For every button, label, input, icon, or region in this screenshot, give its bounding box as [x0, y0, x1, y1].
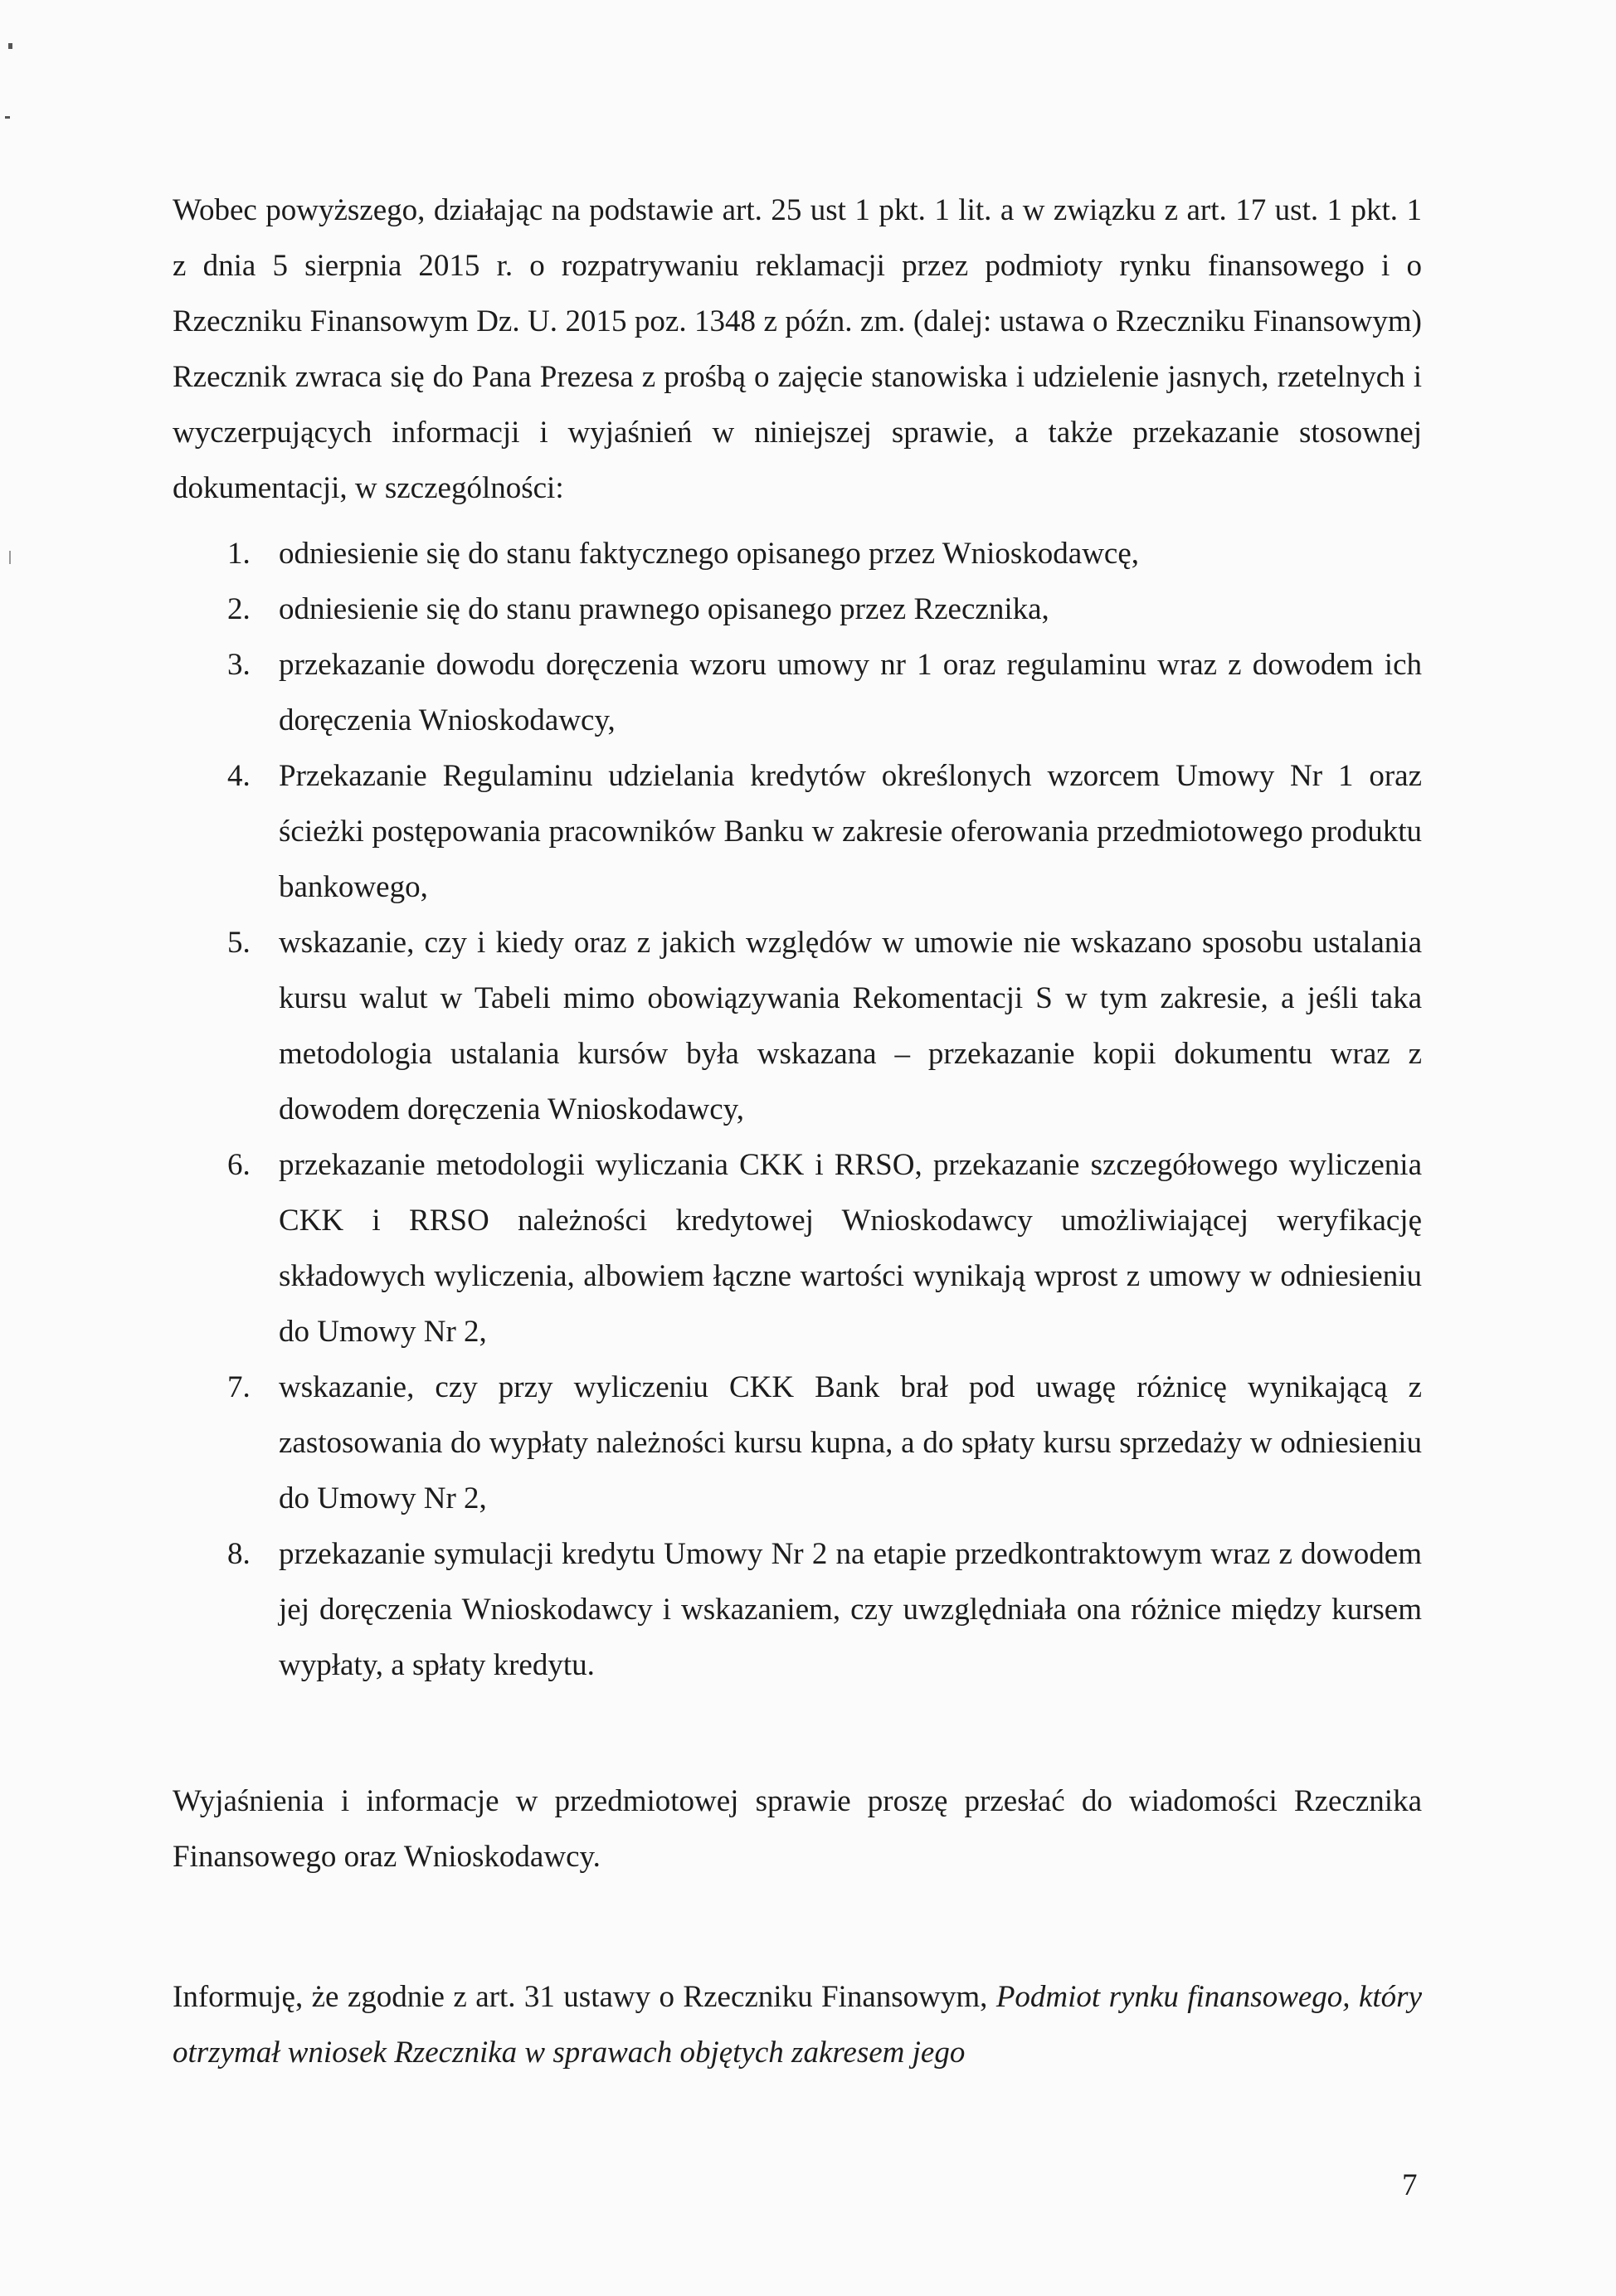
list-item-text: przekazanie dowodu doręczenia wzoru umowy nr 1 oraz regulaminu wraz z dowodem ich doręczenia Wnioskodawcy, [279, 648, 1422, 737]
scan-mark [9, 551, 11, 564]
list-item-number: 3. [227, 648, 251, 682]
list-item-text: odniesienie się do stanu faktycznego opisanego przez Wnioskodawcę, [279, 537, 1140, 571]
inform-text [173, 1969, 1422, 2080]
list-item-number: 7. [227, 1370, 251, 1404]
list-item [173, 915, 1422, 1137]
list-item [173, 1137, 1422, 1360]
list-item [173, 581, 1422, 637]
page-number: 7 [1402, 2168, 1418, 2202]
requests-list [173, 526, 1422, 1693]
inform-paragraph [173, 1969, 1422, 2080]
request-paragraph [173, 1773, 1422, 1885]
list-item-number: 8. [227, 1537, 251, 1571]
list-item [173, 748, 1422, 915]
inform-quote: Podmiot rynku finansowego, który otrzymał wniosek Rzecznika w sprawach objętych zakresem jego [173, 1980, 1422, 2070]
scan-mark [5, 116, 10, 119]
list-item-number: 2. [227, 592, 251, 626]
intro-paragraph [173, 182, 1422, 516]
list-item-number: 1. [227, 537, 251, 571]
list-item-text: odniesienie się do stanu prawnego opisanego przez Rzecznika, [279, 592, 1049, 626]
list-item-number: 4. [227, 759, 251, 793]
list-item-text: wskazanie, czy przy wyliczeniu CKK Bank brał pod uwagę różnicę wynikającą z zastosowania do wypłaty należności kursu kupna, a do spłaty kursu sprzedaży w odniesieniu do Umowy Nr 2, [279, 1370, 1422, 1515]
intro-text: Wobec powyższego, działając na podstawie art. 25 ust 1 pkt. 1 lit. a w związku z art. 17 ust. 1 pkt. 1 z dnia 5 sierpnia 2015 r. o rozpatrywaniu reklamacji przez podmioty rynku finansowego i o Rzeczniku Finansowym Dz. U. 2015 poz. 1348 z późn. zm. (dalej: ustawa o Rzeczniku Finansowym) Rzecznik zwraca się do Pana Prezesa z prośbą o zajęcie stanowiska i udzielenie jasnych, rzetelnych i wyczerpujących informacji i wyjaśnień w niniejszej sprawie, a także przekazanie stosownej dokumentacji, w szczególności: [173, 193, 1422, 505]
list-item [173, 526, 1422, 581]
inform-lead: Informuję, że zgodnie z art. 31 ustawy o Rzeczniku Finansowym, [173, 1980, 996, 2014]
list-item [173, 637, 1422, 748]
request-text: Wyjaśnienia i informacje w przedmiotowej sprawie proszę przesłać do wiadomości Rzecznika Finansowego oraz Wnioskodawcy. [173, 1784, 1422, 1874]
list-item [173, 1360, 1422, 1526]
list-item-number: 5. [227, 926, 251, 960]
list-item-text: przekazanie metodologii wyliczania CKK i RRSO, przekazanie szczegółowego wyliczenia CKK i RRSO należności kredytowej Wnioskodawcy umożliwiającej weryfikację składowych wyliczenia, albowiem łączne wartości wynikają wprost z umowy w odniesieniu do Umowy Nr 2, [279, 1148, 1422, 1349]
list-item-text: wskazanie, czy i kiedy oraz z jakich względów w umowie nie wskazano sposobu ustalania kursu walut w Tabeli mimo obowiązywania Rekomentacji S w tym zakresie, a jeśli taka metodologia ustalania kursów była wskazana – przekazanie kopii dokumentu wraz z dowodem doręczenia Wnioskodawcy, [279, 926, 1422, 1126]
list-item-number: 6. [227, 1148, 251, 1182]
scan-mark [8, 43, 12, 49]
list-item [173, 1526, 1422, 1693]
list-item-text: Przekazanie Regulaminu udzielania kredytów określonych wzorcem Umowy Nr 1 oraz ścieżki postępowania pracowników Banku w zakresie oferowania przedmiotowego produktu bankowego, [279, 759, 1422, 904]
list-item-text: przekazanie symulacji kredytu Umowy Nr 2 na etapie przedkontraktowym wraz z dowodem jej doręczenia Wnioskodawcy i wskazaniem, czy uwzględniała ona różnice między kursem wypłaty, a spłaty kredytu. [279, 1537, 1422, 1682]
